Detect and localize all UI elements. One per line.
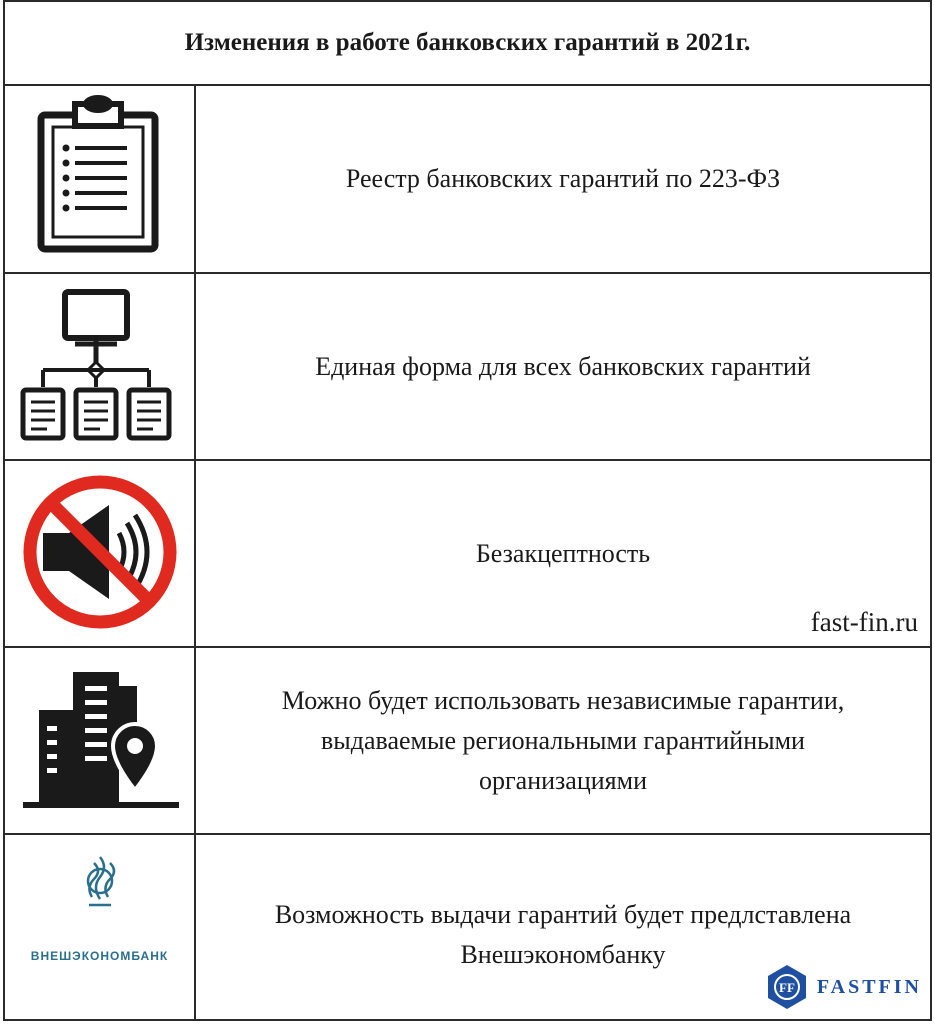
row-text-line: Внешэкономбанку bbox=[460, 940, 666, 969]
network-documents-icon bbox=[5, 274, 196, 459]
icon-cell bbox=[5, 461, 196, 646]
svg-text:FF: FF bbox=[778, 980, 795, 995]
row-text-block bbox=[282, 681, 844, 801]
icon-cell bbox=[5, 835, 196, 1021]
text-cell bbox=[196, 648, 930, 833]
fastfin-hexagon-icon bbox=[765, 963, 809, 1011]
table-header bbox=[5, 2, 930, 86]
building-location-icon bbox=[5, 648, 196, 833]
fastfin-logo bbox=[765, 963, 922, 1011]
row-text-line: Можно будет использовать независимые гарантии, bbox=[281, 685, 845, 715]
guarantees-table bbox=[3, 0, 932, 1021]
row-text: Единая форма для всех банковских гарантий bbox=[315, 351, 811, 381]
text-cell bbox=[196, 274, 930, 459]
row-text-line: Возможность выдачи гарантий будет предлставлена bbox=[274, 900, 852, 929]
table-title: Изменения в работе банковских гарантий в 2021г. bbox=[184, 29, 751, 56]
table-row bbox=[5, 86, 930, 274]
table-row bbox=[5, 461, 930, 648]
fastfin-logo-text: FASTFIN bbox=[816, 975, 922, 998]
text-cell bbox=[196, 86, 930, 272]
icon-cell bbox=[5, 648, 196, 833]
clipboard-icon bbox=[5, 86, 196, 272]
row-text: Безакцептность bbox=[475, 538, 651, 568]
icon-cell bbox=[5, 274, 196, 459]
veb-logo-icon bbox=[5, 835, 196, 945]
veb-logo-text: ВНЕШЭКОНОМБАНК bbox=[30, 949, 169, 963]
table-row bbox=[5, 835, 930, 1021]
row-text-line: выдаваемые региональными гарантийными bbox=[321, 725, 805, 755]
no-sound-icon bbox=[5, 461, 196, 646]
row-text: Реестр банковских гарантий по 223-ФЗ bbox=[345, 164, 781, 193]
website-watermark: fast-fin.ru bbox=[810, 607, 918, 637]
table-row bbox=[5, 274, 930, 461]
table-row bbox=[5, 648, 930, 835]
row-text-line: организациями bbox=[479, 765, 647, 795]
icon-cell bbox=[5, 86, 196, 272]
